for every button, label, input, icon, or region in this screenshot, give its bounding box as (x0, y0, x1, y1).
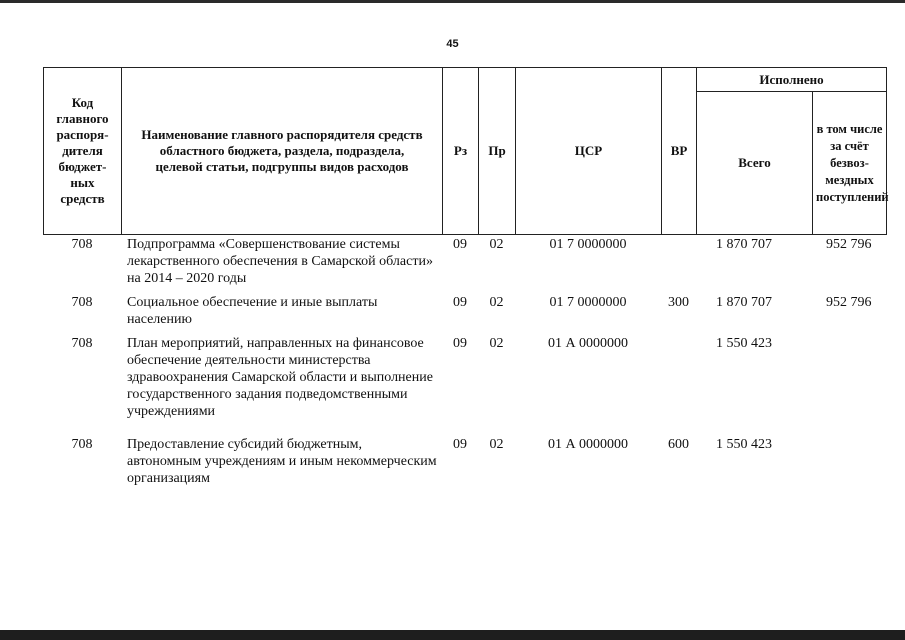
table-row (43, 292, 886, 333)
header-name: Наименование главного распорядителя средств областного бюджета, раздела, подраздела, целевой статьи, подгруппы видов расходов (122, 68, 443, 235)
cell-free: 952 796 (826, 237, 872, 252)
cell-name: План мероприятий, направленных на финансовое обеспечение деятельности министерства здравоохранения Самарской области и выполнение государственного задания подведомственными учреждениями (127, 336, 433, 419)
bottom-scan-border (0, 630, 905, 640)
cell-code: 708 (71, 336, 93, 351)
cell-vr: 300 (668, 295, 689, 310)
cell-csr: 01 А 0000000 (547, 437, 629, 452)
cell-vr (661, 234, 696, 292)
table-row (43, 234, 886, 292)
cell-vr: 600 (668, 437, 689, 452)
cell-code: 708 (71, 295, 93, 310)
cell-pr: 02 (489, 336, 504, 351)
cell-csr: 01 7 0000000 (549, 295, 627, 310)
cell-pr: 02 (489, 437, 504, 452)
header-code: Код главного распоря-дителя бюджет-ных средств (44, 68, 122, 235)
cell-name: Социальное обеспечение и иные выплаты населению (127, 295, 378, 327)
cell-rz: 09 (453, 295, 467, 310)
cell-rz: 09 (453, 336, 467, 351)
cell-free (812, 333, 886, 434)
cell-total: 1 870 707 (716, 237, 772, 252)
cell-csr: 01 7 0000000 (549, 237, 627, 252)
cell-total: 1 870 707 (716, 295, 772, 310)
table-body (43, 234, 886, 492)
table-header (43, 67, 887, 235)
table-row (43, 333, 886, 434)
cell-code: 708 (71, 437, 93, 452)
header-csr: ЦСР (516, 68, 662, 235)
cell-rz: 09 (453, 237, 467, 252)
cell-pr: 02 (489, 237, 504, 252)
header-incl-free: в том числе за счёт безвоз-мездных поступлений (813, 92, 887, 235)
cell-csr: 01 А 0000000 (547, 336, 629, 351)
cell-rz: 09 (453, 437, 467, 452)
header-executed: Исполнено (697, 68, 887, 92)
header-rz: Рз (443, 68, 479, 235)
cell-free: 952 796 (826, 295, 872, 310)
top-scan-border (0, 0, 905, 3)
table-row (43, 434, 886, 492)
header-total: Всего (697, 92, 813, 235)
cell-free (812, 434, 886, 492)
cell-total: 1 550 423 (716, 336, 772, 351)
cell-name: Предоставление субсидий бюджетным, автономным учреждениям и иным некоммерческим организациям (127, 437, 437, 486)
page-number: 45 (446, 38, 459, 50)
header-pr: Пр (479, 68, 516, 235)
cell-name: Подпрограмма «Совершенствование системы лекарственного обеспечения в Самарской области» на 2014 – 2020 годы (127, 237, 433, 286)
cell-pr: 02 (489, 295, 504, 310)
cell-code: 708 (71, 237, 93, 252)
header-vr: ВР (662, 68, 697, 235)
cell-vr (661, 333, 696, 434)
cell-total: 1 550 423 (716, 437, 772, 452)
